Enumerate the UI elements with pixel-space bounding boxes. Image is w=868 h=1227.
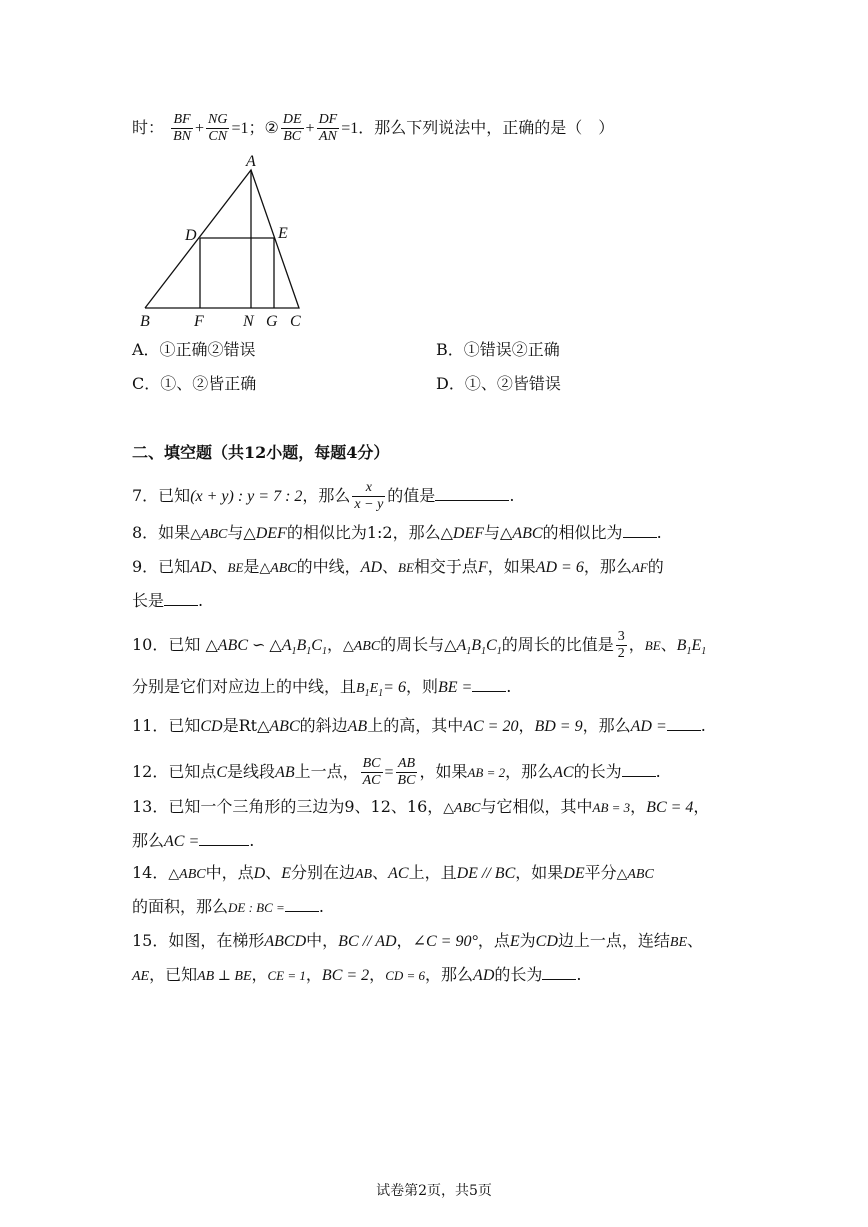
- question-13-line1: [132, 796, 709, 820]
- q15-bc: BC = 2: [321, 967, 370, 984]
- q14-ratio: DE : BC =: [228, 900, 285, 915]
- question-10-line2: 分别是它们对应边上的中线，且$B_1E_1= 6$，则BE = .: [132, 677, 512, 699]
- frac-den: BN: [173, 129, 191, 144]
- q13-text: ，: [693, 797, 710, 816]
- q9-text: 的: [647, 557, 664, 576]
- q9-ad-eq: AD = 6: [535, 559, 584, 576]
- triangle-figure: [132, 150, 312, 332]
- q10-b1e1: $B_1E_1$: [676, 637, 707, 658]
- answer-blank[interactable]: [667, 716, 701, 731]
- q10-text: ，则: [405, 677, 438, 696]
- q14-sep: 、: [265, 863, 282, 882]
- page-footer: 试卷第2页，共5页: [376, 1183, 492, 1199]
- q14-de: DE: [563, 865, 585, 882]
- q12-fraction-left: [361, 756, 383, 789]
- q9-text: 长是: [132, 591, 165, 610]
- question-15-line1: [132, 930, 703, 954]
- option-c[interactable]: C．①、②皆正确: [132, 374, 257, 393]
- frac-den: AC: [362, 773, 381, 788]
- q15-text: 、: [687, 931, 704, 950]
- answer-blank[interactable]: [199, 831, 249, 846]
- q7-fraction: [352, 480, 385, 513]
- q10-fraction: [616, 629, 627, 662]
- q12-text: 上一点，: [294, 762, 359, 781]
- frac-den: 2: [617, 646, 625, 661]
- q15-text: 中，: [306, 931, 339, 950]
- q14-d: D: [253, 865, 266, 882]
- q8-tri-def: DEF: [255, 525, 287, 542]
- q14-text: ，如果: [515, 863, 564, 882]
- q15-text: 边上一点，连结: [557, 931, 670, 950]
- frac-den: AN: [318, 129, 337, 144]
- q15-ae: AE: [132, 969, 150, 984]
- q13-tri: △ABC: [443, 801, 481, 816]
- q10-be: BE: [644, 638, 661, 653]
- q10-b1e1: $B_1E_1$: [356, 681, 384, 699]
- q13-bc: BC = 4: [646, 799, 694, 816]
- q10-similar-expr: △ABC ∽ $\triangle A_1B_1C_1$: [205, 637, 327, 658]
- q11-cd: CD: [200, 718, 223, 735]
- fraction-df-an: [317, 112, 340, 145]
- equals-one: =1；: [231, 120, 265, 137]
- frac-num: x: [352, 480, 385, 497]
- q15-perp: AB ⊥ BE: [197, 969, 252, 984]
- q9-be: BE: [398, 560, 414, 575]
- frac-num: BF: [171, 112, 193, 129]
- q9-af: AF: [631, 560, 648, 575]
- option-a[interactable]: A．①正确②错误: [132, 340, 256, 359]
- option-b[interactable]: B．①错误②正确: [436, 340, 560, 359]
- q9-sep: 、: [382, 557, 399, 576]
- q14-text: 14．: [132, 863, 169, 882]
- q9-tri: △ABC: [259, 561, 297, 576]
- question-9-line2: 长是 .: [132, 591, 204, 610]
- triangle-abc: [145, 170, 299, 308]
- q14-text: 中，点: [205, 863, 254, 882]
- q9-text: 相交于点: [413, 557, 478, 576]
- q10-text: 的周长的比值是: [501, 635, 614, 654]
- q15-cd-eq: CD = 6: [385, 968, 426, 983]
- frac-num: DF: [318, 112, 338, 127]
- circled-two: ②: [264, 118, 279, 137]
- question-14-line1: [132, 862, 654, 886]
- answer-blank[interactable]: [472, 677, 506, 692]
- q11-ac: AC = 20: [463, 718, 519, 735]
- label-f: F: [194, 313, 204, 330]
- q15-text: ，已知: [149, 965, 198, 984]
- q11-abc: ABC: [269, 718, 300, 735]
- question-10-line1: 10．已知 △ABC ∽ $\triangle A_1B_1C_1$，△ABC的周长与$\triangle A_1B_1C_1$的周长的比值是 $\frac{3}{2}$ ，BE、$B_1E_1$: [132, 629, 707, 661]
- q15-text: ，点: [477, 931, 510, 950]
- q11-ab: AB: [347, 718, 368, 735]
- q11-bd: BD = 9: [534, 718, 583, 735]
- q9-text: 的中线，: [296, 557, 361, 576]
- q12-ab-eq: AB = 2: [467, 765, 506, 780]
- q12-text: ，如果: [419, 762, 468, 781]
- answer-blank[interactable]: [623, 523, 657, 538]
- q11-text: 是Rt△: [222, 716, 270, 735]
- q15-text: 的长为: [494, 965, 543, 984]
- answer-blank[interactable]: [435, 486, 509, 501]
- q13-text: 那么: [132, 831, 165, 850]
- q9-text: 9．已知: [132, 557, 191, 576]
- q15-ce: CE = 1: [267, 968, 306, 983]
- q6-lead: 时：: [132, 118, 165, 137]
- q14-text: 上，且: [408, 863, 457, 882]
- label-c: C: [290, 313, 301, 330]
- q10-eq: = 6: [383, 679, 406, 696]
- q12-text: 的长为: [573, 762, 622, 781]
- frac-num: NG: [208, 112, 228, 127]
- fraction-de-bc: [281, 112, 304, 145]
- q8-text: 的相似比为: [542, 523, 623, 542]
- q10-be-eq: BE =: [437, 679, 473, 696]
- label-g: G: [266, 313, 278, 330]
- equals-one: =1: [341, 120, 359, 137]
- frac-num: 3: [617, 629, 625, 644]
- q14-sep: 、: [372, 863, 389, 882]
- q8-text: 与△: [227, 523, 256, 542]
- q11-text: ，: [518, 716, 535, 735]
- q13-ac: AC =: [164, 833, 200, 850]
- question-14-line2: 的面积，那么DE : BC = .: [132, 897, 324, 916]
- q15-ad: AD: [473, 967, 495, 984]
- q14-tri: △ABC: [168, 867, 206, 882]
- q15-parallel: BC // AD: [338, 933, 397, 950]
- q15-cd: CD: [535, 933, 558, 950]
- q14-de-parallel: DE // BC: [456, 865, 516, 882]
- q8-text: 的相似比为1:2，那么△: [286, 523, 453, 542]
- q10-tri-a1b1c1: $\triangle A_1B_1C_1$: [444, 637, 502, 658]
- q12-fraction-right: [396, 756, 418, 789]
- q14-tri: △ABC: [616, 867, 654, 882]
- q11-text: 上的高，其中: [367, 716, 464, 735]
- q10-text: 分别是它们对应边上的中线，且: [132, 677, 357, 696]
- q7-post: 的值是: [387, 486, 436, 505]
- q9-sep: 、: [211, 557, 228, 576]
- question-11: 11．已知CD是Rt△ABC的斜边AB上的高，其中AC = 20，BD = 9，那么AD = .: [132, 716, 706, 735]
- q15-e: E: [509, 933, 520, 950]
- q13-ab: AB = 3: [592, 800, 631, 815]
- q12-ab: AB: [275, 764, 295, 781]
- q7-pre: 7．已知: [132, 486, 191, 505]
- label-e: E: [278, 225, 288, 242]
- q9-text: ，那么: [583, 557, 632, 576]
- q9-f: F: [477, 559, 488, 576]
- q15-text: ，那么: [425, 965, 474, 984]
- q15-be: BE: [669, 935, 688, 950]
- q9-text: ，如果: [487, 557, 536, 576]
- answer-blank[interactable]: [285, 897, 319, 912]
- q8-tri-abc: △ABC: [190, 527, 228, 542]
- question-9-line1: [132, 556, 664, 580]
- plus-sign: +: [195, 120, 205, 137]
- q8-tri-def: DEF: [452, 525, 484, 542]
- q13-text: ，: [630, 797, 647, 816]
- q14-ab: AB: [354, 867, 373, 882]
- q13-text: 13．已知一个三角形的三边为9、12、16，: [132, 797, 444, 816]
- question-13-line2: 那么AC = .: [132, 831, 255, 850]
- q14-e: E: [281, 865, 291, 882]
- q6-tail: ．那么下列说法中，正确的是（ ）: [358, 118, 615, 137]
- frac-num: DE: [282, 112, 302, 127]
- label-n: N: [243, 313, 254, 330]
- q12-c: C: [216, 764, 228, 781]
- q11-ad: AD =: [630, 718, 667, 735]
- q9-be: BE: [227, 560, 244, 575]
- fraction-ng-cn: [206, 112, 229, 145]
- q7-mid: ，那么: [302, 486, 351, 505]
- q15-text: 为: [519, 931, 536, 950]
- q15-text: ，: [396, 931, 413, 950]
- q10-tri-abc: △ABC: [342, 639, 381, 654]
- plus-sign: +: [305, 120, 315, 137]
- question-15-line2: AE，已知AB ⊥ BE，CE = 1，BC = 2，CD = 6，那么AD的长为 .: [132, 965, 582, 984]
- q15-abcd: ABCD: [264, 933, 307, 950]
- q13-text: 与它相似，其中: [480, 797, 593, 816]
- q12-text: ，那么: [505, 762, 554, 781]
- q8-tri-abc: △ABC: [500, 525, 543, 542]
- q15-text: 15．如图，在梯形: [132, 931, 265, 950]
- q11-text: 11．已知: [132, 716, 201, 735]
- question-7: 7．已知(x + y) : y = 7 : 2，那么 $\frac{x}{x - y}$ 的值是 .: [132, 480, 515, 512]
- q8-text: 与: [484, 523, 501, 542]
- q6-condition-line: [132, 112, 614, 145]
- q11-text: ，那么: [582, 716, 631, 735]
- q11-text: 的斜边: [299, 716, 348, 735]
- q14-ac: AC: [388, 865, 409, 882]
- q10-text: 的周长与: [380, 635, 445, 654]
- question-8: 8．如果△ABC与△DEF的相似比为1:2，那么△DEF与△ABC的相似比为 .: [132, 523, 662, 542]
- frac-num: BC: [362, 756, 381, 771]
- frac-den: x − y: [354, 497, 384, 512]
- frac-den: BC: [283, 129, 302, 144]
- q10-text: 10．已知: [132, 635, 201, 654]
- frac-num: AB: [396, 756, 418, 773]
- q14-text: 分别在边: [290, 863, 355, 882]
- q14-text: 的面积，那么: [132, 897, 229, 916]
- answer-blank[interactable]: [542, 965, 576, 980]
- answer-blank[interactable]: [164, 591, 198, 606]
- label-d: D: [185, 227, 197, 244]
- frac-den: BC: [397, 773, 416, 788]
- q14-text: 平分: [584, 863, 617, 882]
- q7-expr: (x + y) : y = 7 : 2: [190, 488, 303, 505]
- q9-text: 是: [243, 557, 260, 576]
- question-12: 12．已知点C是线段AB上一点， $\frac{BC}{AC}$ = $\frac{AB}{BC}$ ，如果AB = 2，那么AC的长为 .: [132, 756, 661, 788]
- fraction-bf-bn: [171, 112, 193, 145]
- q8-text: 8．如果: [132, 523, 191, 542]
- option-d[interactable]: D．①、②皆错误: [436, 374, 561, 393]
- q9-ad: AD: [360, 559, 382, 576]
- label-a: A: [246, 153, 256, 170]
- answer-blank[interactable]: [622, 762, 656, 777]
- q12-ac: AC: [553, 764, 574, 781]
- q9-ad: AD: [190, 559, 212, 576]
- q15-angle: ∠C = 90°: [412, 933, 478, 950]
- q12-text: 是线段: [227, 762, 276, 781]
- section-heading: 二、填空题（共12小题，每题4分）: [132, 443, 390, 462]
- q12-text: 12．已知点: [132, 762, 217, 781]
- label-b: B: [140, 313, 150, 330]
- frac-den: CN: [208, 129, 228, 144]
